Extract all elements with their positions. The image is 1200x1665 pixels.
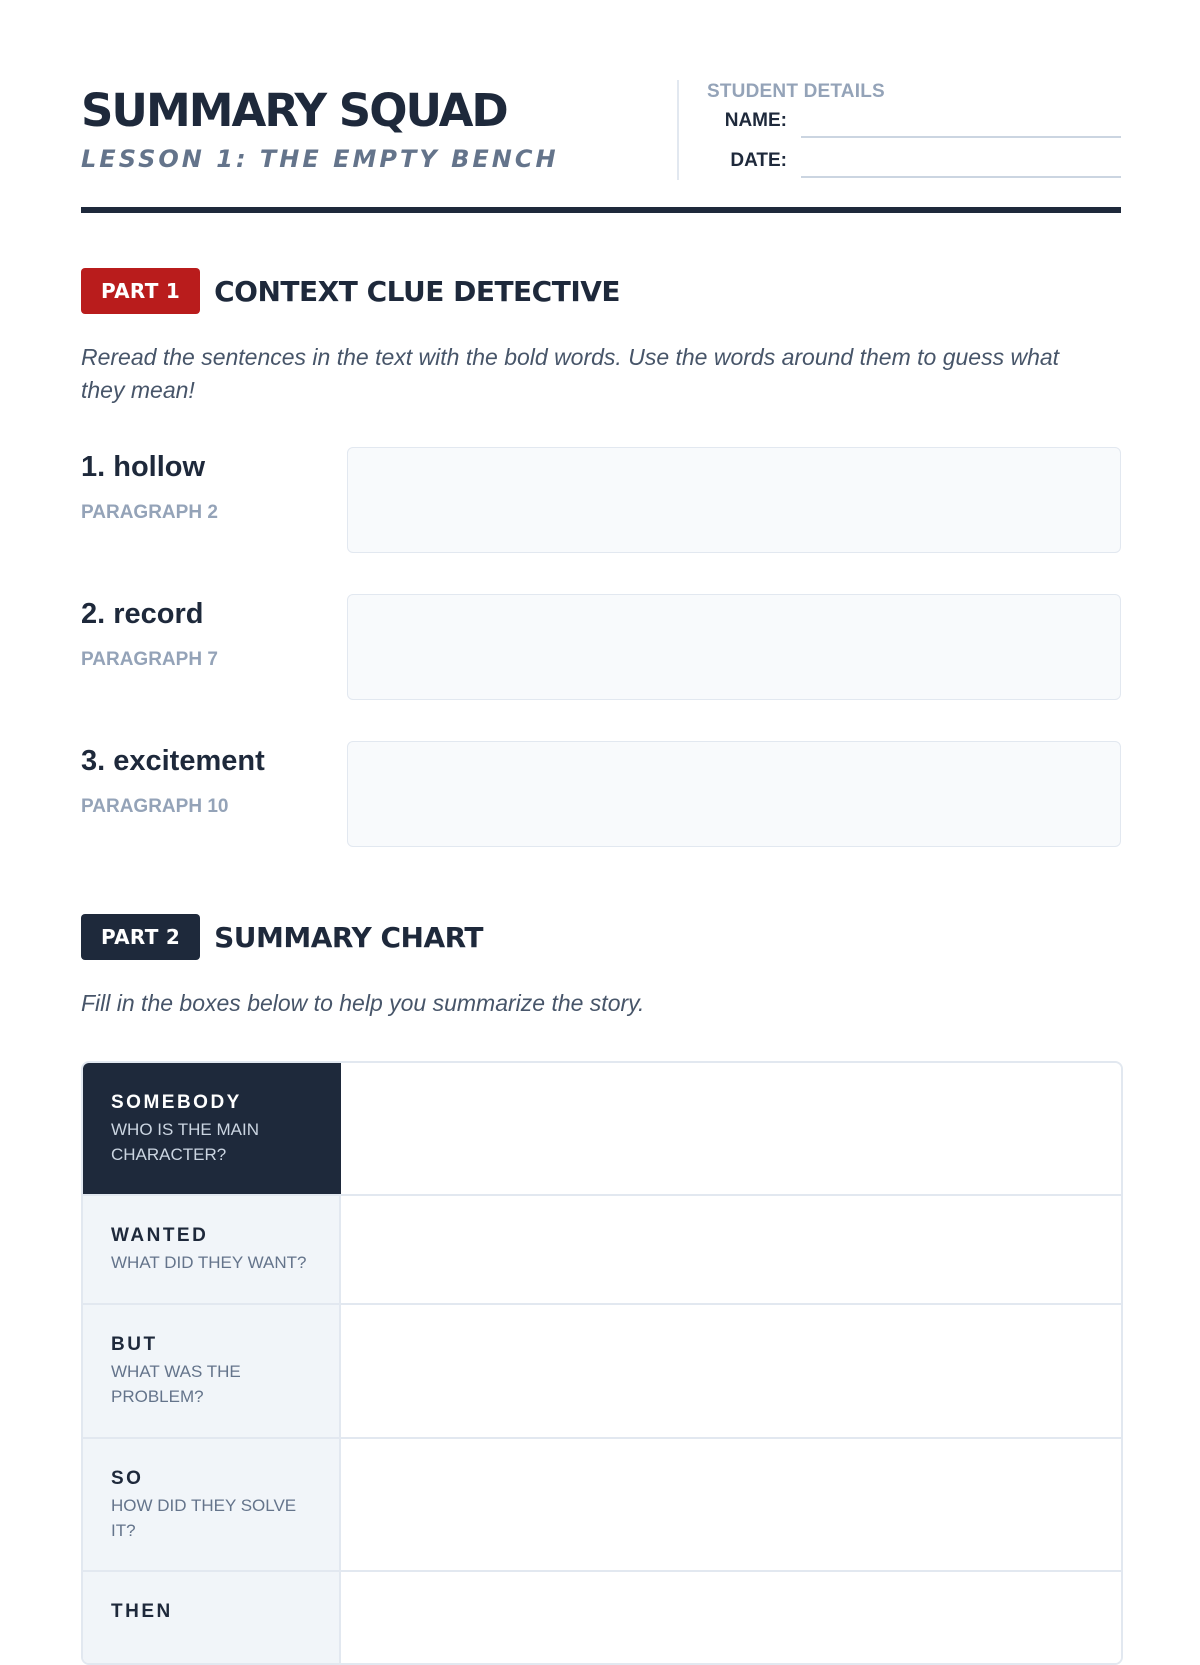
chart-row-so: [83, 1439, 1121, 1572]
chart-answer-cell[interactable]: [341, 1196, 1121, 1303]
chart-row-label-cell: [83, 1196, 341, 1303]
part1-badge: PART 1: [81, 268, 200, 314]
chart-row-label-cell: [83, 1305, 341, 1437]
vocab-word: 1. hollow: [81, 451, 206, 483]
part2-title: SUMMARY CHART: [214, 920, 484, 954]
worksheet-page: [81, 0, 1121, 1622]
part1-instructions: Reread the sentences in the text with the bold words. Use the words around them to guess what they mean!: [81, 344, 1060, 403]
part2-badge: PART 2: [81, 914, 200, 960]
chart-row-label-cell: [83, 1439, 341, 1570]
chart-row-wanted: [83, 1196, 1121, 1305]
name-field: [707, 106, 1121, 138]
chart-answer-cell[interactable]: [341, 1439, 1121, 1570]
chart-row-label-cell: [83, 1063, 341, 1194]
lesson-subtitle: LESSON 1: THE EMPTY BENCH: [81, 145, 559, 173]
name-label: NAME:: [724, 110, 787, 131]
vocab-answer-box[interactable]: [347, 447, 1121, 553]
part2-instructions: Fill in the boxes below to help you summarize the story.: [81, 990, 645, 1016]
chart-row-but: [83, 1305, 1121, 1439]
chart-row-then: [83, 1572, 1121, 1665]
header-divider: [677, 80, 679, 180]
vocab-item: [81, 594, 1121, 700]
chart-row-somebody: [83, 1063, 1121, 1196]
student-details-heading: STUDENT DETAILS: [707, 81, 885, 102]
header-rule: [81, 207, 1121, 213]
chart-answer-cell[interactable]: [341, 1305, 1121, 1437]
vocab-paragraph: PARAGRAPH 10: [81, 796, 229, 817]
chart-row-prompt: WHAT DID THEY WANT?: [111, 1253, 307, 1272]
chart-row-label: THEN: [111, 1601, 173, 1622]
chart-row-label: SO: [111, 1468, 144, 1489]
chart-row-label: BUT: [111, 1334, 158, 1355]
vocab-answer-box[interactable]: [347, 594, 1121, 700]
vocab-paragraph: PARAGRAPH 7: [81, 649, 218, 670]
worksheet-title: SUMMARY SQUAD: [81, 84, 507, 137]
worksheet-header: [81, 0, 1121, 216]
chart-answer-cell[interactable]: [341, 1572, 1121, 1665]
date-label: DATE:: [730, 150, 787, 171]
part2-heading: [81, 914, 483, 960]
chart-row-label: SOMEBODY: [111, 1092, 242, 1113]
vocab-answer-box[interactable]: [347, 741, 1121, 847]
part1-heading: [81, 268, 620, 314]
part1-title: CONTEXT CLUE DETECTIVE: [214, 274, 621, 308]
summary-chart: [81, 1061, 1123, 1665]
vocab-word: 3. excitement: [81, 745, 265, 777]
chart-answer-cell[interactable]: [341, 1063, 1121, 1194]
date-input-line[interactable]: [801, 176, 1121, 178]
chart-row-prompt: HOW DID THEY SOLVE IT?: [111, 1496, 297, 1540]
vocab-item: [81, 447, 1121, 553]
chart-row-label: WANTED: [111, 1225, 209, 1246]
vocab-item: [81, 741, 1121, 847]
vocab-paragraph: PARAGRAPH 2: [81, 502, 218, 523]
vocab-word: 2. record: [81, 598, 204, 630]
chart-row-prompt: WHO IS THE MAIN CHARACTER?: [111, 1120, 259, 1164]
name-input-line[interactable]: [801, 136, 1121, 138]
chart-row-prompt: WHAT WAS THE PROBLEM?: [111, 1362, 241, 1406]
date-field: [707, 146, 1121, 178]
chart-row-label-cell: [83, 1572, 341, 1665]
